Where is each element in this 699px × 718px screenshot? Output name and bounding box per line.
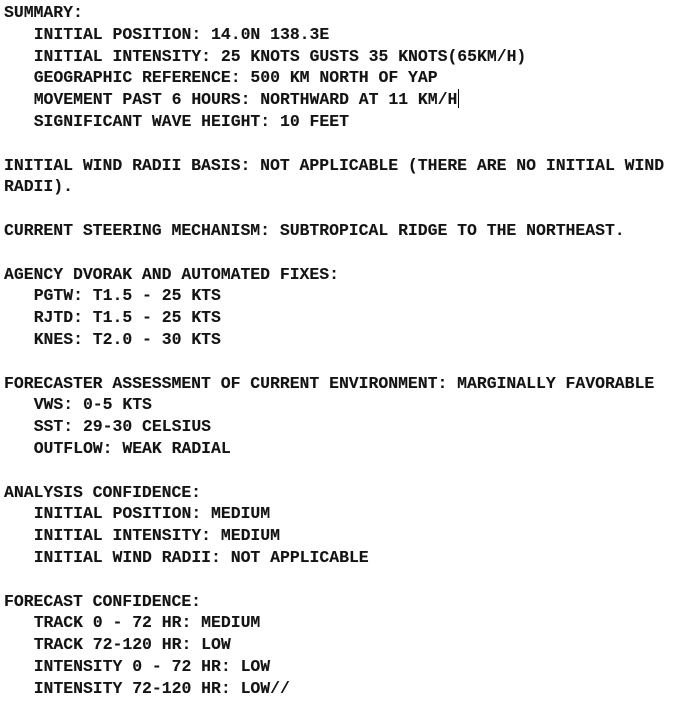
section-heading: FORECASTER ASSESSMENT OF CURRENT ENVIRONMENT: MARGINALLY FAVORABLE <box>4 373 655 393</box>
section-item-text: INITIAL POSITION: MEDIUM <box>33 504 271 524</box>
section-item <box>4 307 694 329</box>
section-heading: CURRENT STEERING MECHANISM: SUBTROPICAL RIDGE TO THE NORTHEAST. <box>4 220 625 240</box>
section-item-text: INTENSITY 0 - 72 HR: LOW <box>33 656 271 676</box>
section-item-text: MOVEMENT PAST 6 HOURS: NORTHWARD AT 11 KM/H <box>33 90 458 110</box>
section-item-text: RJTD: T1.5 - 25 KTS <box>33 308 221 328</box>
section-item-text: INITIAL INTENSITY: 25 KNOTS GUSTS 35 KNOTS(65KM/H) <box>33 46 527 66</box>
section-item-text: INITIAL POSITION: 14.0N 138.3E <box>33 24 330 44</box>
section-item-text: INITIAL INTENSITY: MEDIUM <box>33 526 280 546</box>
section-item <box>4 394 694 416</box>
section-item <box>4 612 694 634</box>
section-item <box>4 503 694 525</box>
section-item <box>4 678 694 700</box>
section-item <box>4 111 694 133</box>
section-heading: INITIAL WIND RADII BASIS: NOT APPLICABLE (THERE ARE NO INITIAL WIND RADII). <box>4 155 665 197</box>
section-heading: FORECAST CONFIDENCE: <box>4 591 202 611</box>
section-item <box>4 525 694 547</box>
section-item <box>4 438 694 460</box>
section-item-text: GEOGRAPHIC REFERENCE: 500 KM NORTH OF YAP <box>33 68 438 88</box>
document-section <box>4 373 694 460</box>
section-heading: AGENCY DVORAK AND AUTOMATED FIXES: <box>4 264 339 284</box>
section-item <box>4 329 694 351</box>
document-section <box>4 220 694 242</box>
text-cursor <box>458 89 459 108</box>
section-item <box>4 89 694 111</box>
document-section <box>4 482 694 569</box>
document-section <box>4 2 694 133</box>
section-item-text: INITIAL WIND RADII: NOT APPLICABLE <box>33 547 369 567</box>
section-item-text: SIGNIFICANT WAVE HEIGHT: 10 FEET <box>33 111 349 131</box>
section-item <box>4 46 694 68</box>
section-item <box>4 656 694 678</box>
section-item <box>4 24 694 46</box>
section-item-text: SST: 29-30 CELSIUS <box>33 417 212 437</box>
section-item-text: INTENSITY 72-120 HR: LOW// <box>33 678 290 698</box>
document-section <box>4 264 694 351</box>
section-heading: SUMMARY: <box>4 3 83 22</box>
document-section <box>4 155 694 199</box>
section-item <box>4 67 694 89</box>
section-item-text: KNES: T2.0 - 30 KTS <box>33 329 221 349</box>
section-item <box>4 285 694 307</box>
document-section <box>4 591 694 700</box>
section-item-text: VWS: 0-5 KTS <box>33 395 152 415</box>
section-item <box>4 416 694 438</box>
section-item-text: OUTFLOW: WEAK RADIAL <box>33 438 231 458</box>
section-item-text: PGTW: T1.5 - 25 KTS <box>33 286 221 306</box>
section-item-text: TRACK 72-120 HR: LOW <box>33 635 231 655</box>
section-item <box>4 634 694 656</box>
section-item-text: TRACK 0 - 72 HR: MEDIUM <box>33 613 261 633</box>
section-heading: ANALYSIS CONFIDENCE: <box>4 482 202 502</box>
section-item <box>4 547 694 569</box>
